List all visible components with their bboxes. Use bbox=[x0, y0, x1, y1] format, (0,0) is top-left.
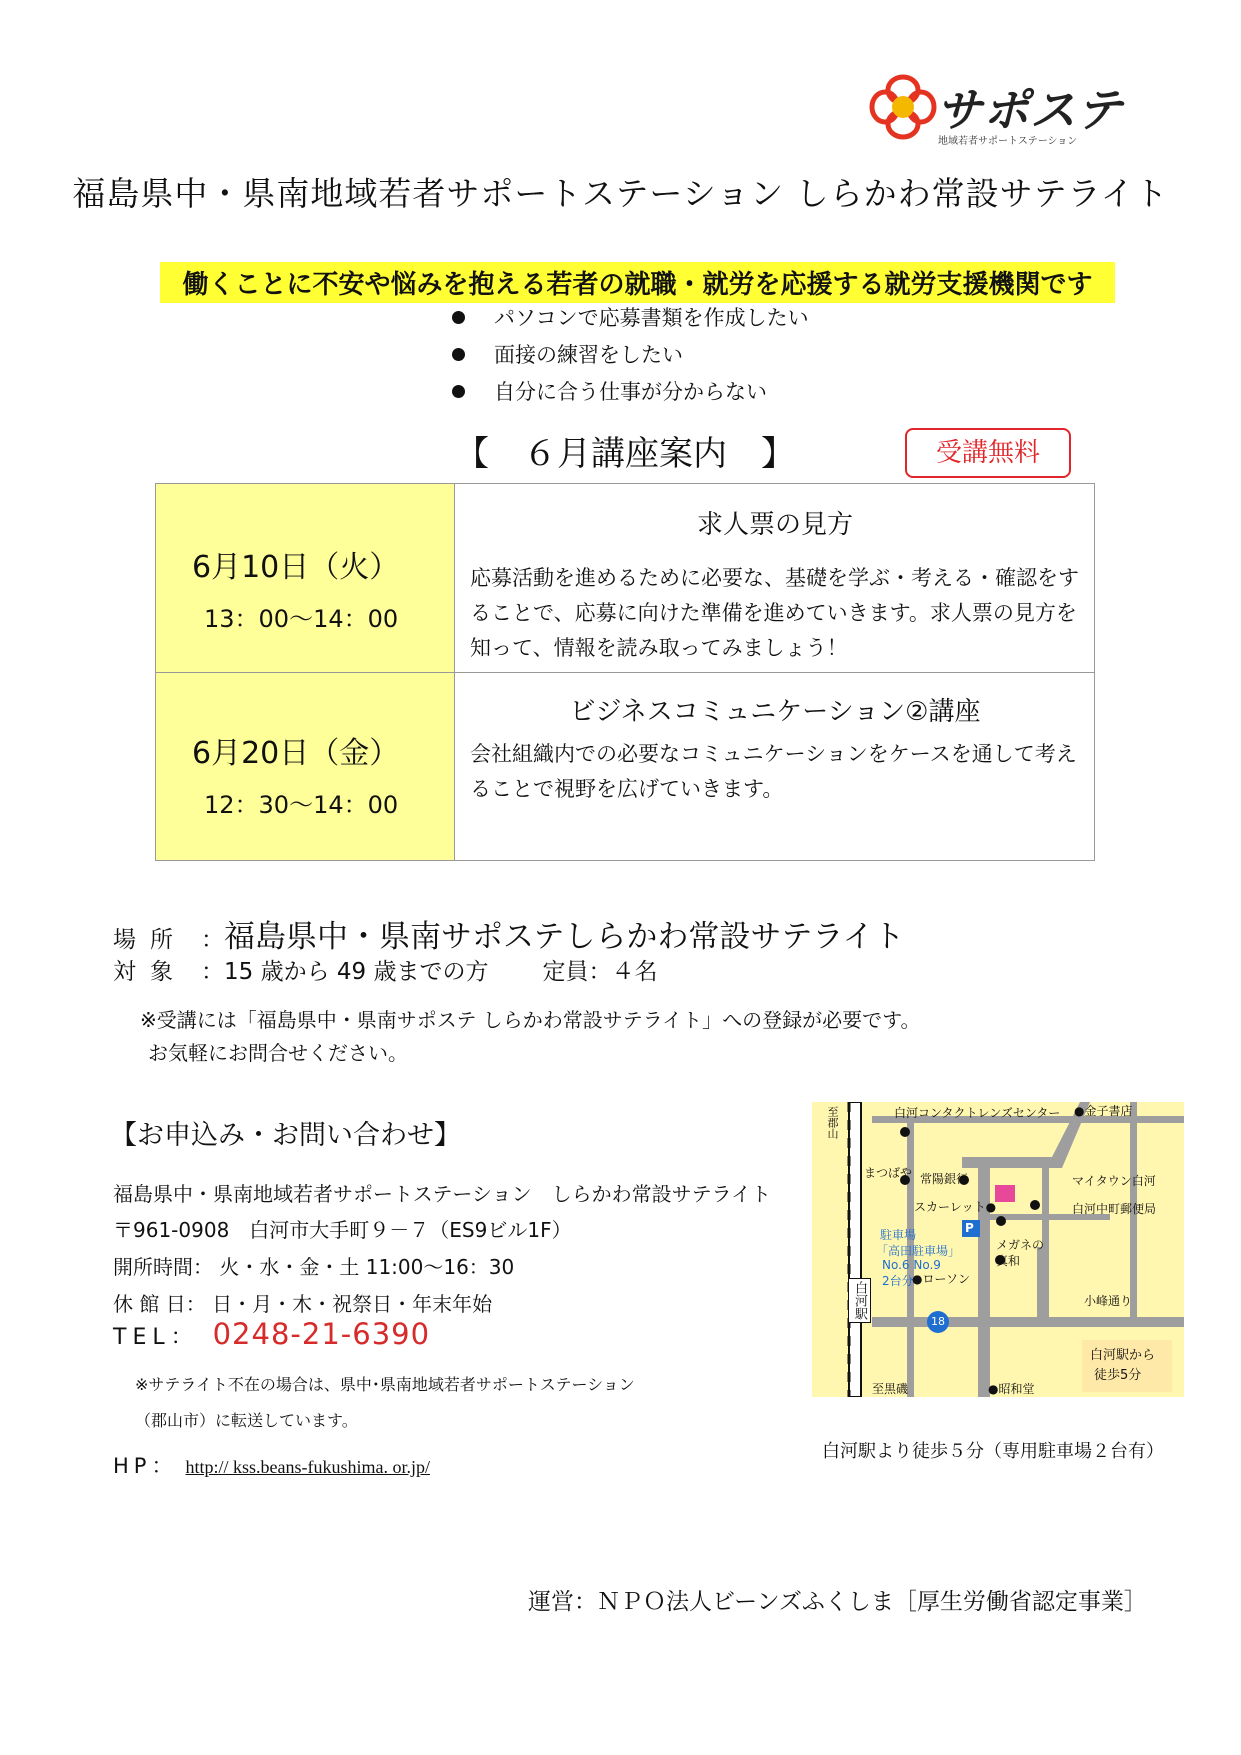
logo-brand: サポステ bbox=[936, 83, 1124, 137]
transfer-note-1: ※サテライト不在の場合は、県中･県南地域若者サポートステーション bbox=[135, 1375, 635, 1394]
table-row bbox=[156, 673, 1094, 860]
flower-logo-icon bbox=[868, 72, 938, 142]
map-label-post-office: 白河中町郵便局 bbox=[1072, 1202, 1157, 1216]
content-cell bbox=[456, 484, 1094, 672]
page-title: 福島県中・県南地域若者サポートステーション しらかわ常設サテライト bbox=[72, 174, 1169, 213]
bullet-list bbox=[452, 303, 809, 414]
course-time: 12：30～14：00 bbox=[204, 791, 399, 819]
tel-number[interactable]: 0248-21-6390 bbox=[212, 1317, 431, 1351]
map-label-parking-name: 「高田駐車場」 bbox=[876, 1244, 961, 1258]
contact-hours: 開所時間： 火・水・金・土 11:00～16：30 bbox=[113, 1255, 515, 1279]
hp-link[interactable]: http:// kss.beans-fukushima. or.jp/ bbox=[185, 1457, 430, 1477]
map-label-megane: メガネの bbox=[996, 1238, 1045, 1252]
map-label-parking-no: No.6 No.9 bbox=[882, 1258, 941, 1272]
access-map bbox=[812, 1102, 1184, 1397]
contact-org: 福島県中・県南地域若者サポートステーション しらかわ常設サテライト bbox=[113, 1182, 771, 1206]
bullet-icon bbox=[452, 385, 465, 398]
operator-credit: 運営：ＮＰＯ法人ビーンズふくしま［厚生労働省認定事業］ bbox=[528, 1589, 1147, 1615]
list-item: 面接の練習をしたい bbox=[452, 340, 809, 377]
venue-line: 場所 ：福島県中・県南サポステしらかわ常設サテライト bbox=[113, 919, 905, 955]
tel-line bbox=[113, 1317, 430, 1351]
target-value: 15 歳から 49 歳までの方 bbox=[224, 959, 489, 985]
map-label-route: 18 bbox=[931, 1315, 945, 1328]
map-label-parking-count: 2台分 bbox=[882, 1274, 914, 1288]
date-cell bbox=[156, 673, 455, 860]
free-badge: 受講無料 bbox=[905, 428, 1071, 478]
map-label-joyo-bank: 常陽銀行 bbox=[920, 1172, 969, 1186]
course-title: 求人票の見方 bbox=[696, 510, 853, 540]
transfer-note-2: （郡山市）に転送しています。 bbox=[135, 1411, 358, 1430]
section-heading: 【 ６月講座案内 】 bbox=[455, 434, 795, 474]
map-caption: 白河駅より徒歩５分（専用駐車場２台有） bbox=[822, 1441, 1164, 1462]
content-cell bbox=[456, 673, 1094, 860]
bullet-icon bbox=[452, 311, 465, 324]
target-label: 対象 bbox=[113, 959, 187, 985]
map-label-station: 白河駅 bbox=[848, 1278, 871, 1323]
destination-marker bbox=[995, 1185, 1015, 1202]
map-label-walk1: 白河駅から bbox=[1090, 1348, 1156, 1363]
map-label-kaneko: ●金子書店 bbox=[1074, 1104, 1133, 1118]
course-date: 6月10日（火） bbox=[192, 550, 400, 585]
map-label-p: P bbox=[965, 1221, 974, 1235]
map-label-mytown: マイタウン白河 bbox=[1072, 1174, 1156, 1188]
map-label-scarlet: スカーレット● bbox=[914, 1200, 997, 1214]
course-date: 6月20日（金） bbox=[192, 736, 400, 771]
contact-address: 〒961-0908 白河市大手町９－７（ES9ビル1F） bbox=[113, 1218, 572, 1242]
hp-label: HP： bbox=[113, 1454, 178, 1478]
course-description: 会社組織内での必要なコミュニケーションをケースを通して考えることで視野を広げていきます。 bbox=[470, 742, 1077, 801]
contact-heading: 【お申込み・お問い合わせ】 bbox=[110, 1120, 461, 1151]
course-title: ビジネスコミュニケーション②講座 bbox=[569, 697, 981, 727]
course-description: 応募活動を進めるために必要な、基礎を学ぶ・考える・確認をすることで、応募に向けた準備を進めていきます。求人票の見方を知って、情報を読み取ってみましょう！ bbox=[470, 566, 1079, 660]
table-row bbox=[156, 484, 1094, 673]
map-label-matsubaya: まつばや bbox=[864, 1166, 913, 1180]
map-label-komine: 小峰通り bbox=[1084, 1294, 1133, 1308]
map-label-walk2: 徒歩5分 bbox=[1094, 1368, 1142, 1383]
date-cell bbox=[156, 484, 455, 672]
logo-subtitle: 地域若者サポートステーション bbox=[938, 136, 1078, 147]
contact-closed-days: 休 館 日： 日・月・木・祝祭日・年末年始 bbox=[113, 1292, 493, 1316]
target-line: 対象 ：15 歳から 49 歳までの方 定員：４名 bbox=[113, 953, 657, 986]
map-label-kurobane: 至黒磯 bbox=[872, 1382, 909, 1396]
logo bbox=[868, 70, 1124, 160]
inquiry-note: お気軽にお問合せください。 bbox=[148, 1041, 408, 1065]
course-table bbox=[155, 483, 1095, 861]
registration-note: ※受講には「福島県中・県南サポステ しらかわ常設サテライト」への登録が必要です。 bbox=[140, 1008, 921, 1032]
capacity: 定員：４名 bbox=[542, 959, 658, 985]
list-item: パソコンで応募書類を作成したい bbox=[452, 303, 809, 340]
map-label-showado: ●昭和堂 bbox=[988, 1382, 1035, 1396]
map-label-lawson: ●ローソン bbox=[912, 1272, 970, 1286]
map-label-megane2: 真和 bbox=[996, 1254, 1021, 1268]
map-label-parking: 駐車場 bbox=[880, 1228, 917, 1242]
list-item: 自分に合う仕事が分からない bbox=[452, 377, 809, 414]
bullet-icon bbox=[452, 348, 465, 361]
map-label-koriyama: 至郡山 bbox=[826, 1106, 839, 1139]
map-label-contact-lens: 白河コンタクトレンズセンター bbox=[894, 1106, 1061, 1120]
venue-value: 福島県中・県南サポステしらかわ常設サテライト bbox=[224, 919, 905, 955]
venue-label: 場所 bbox=[113, 927, 187, 953]
hp-line bbox=[113, 1450, 430, 1480]
tel-label: TEL： bbox=[113, 1325, 199, 1350]
tagline: 働くことに不安や悩みを抱える若者の就職・就労を応援する就労支援機関です bbox=[160, 262, 1115, 303]
course-time: 13：00～14：00 bbox=[204, 605, 399, 633]
